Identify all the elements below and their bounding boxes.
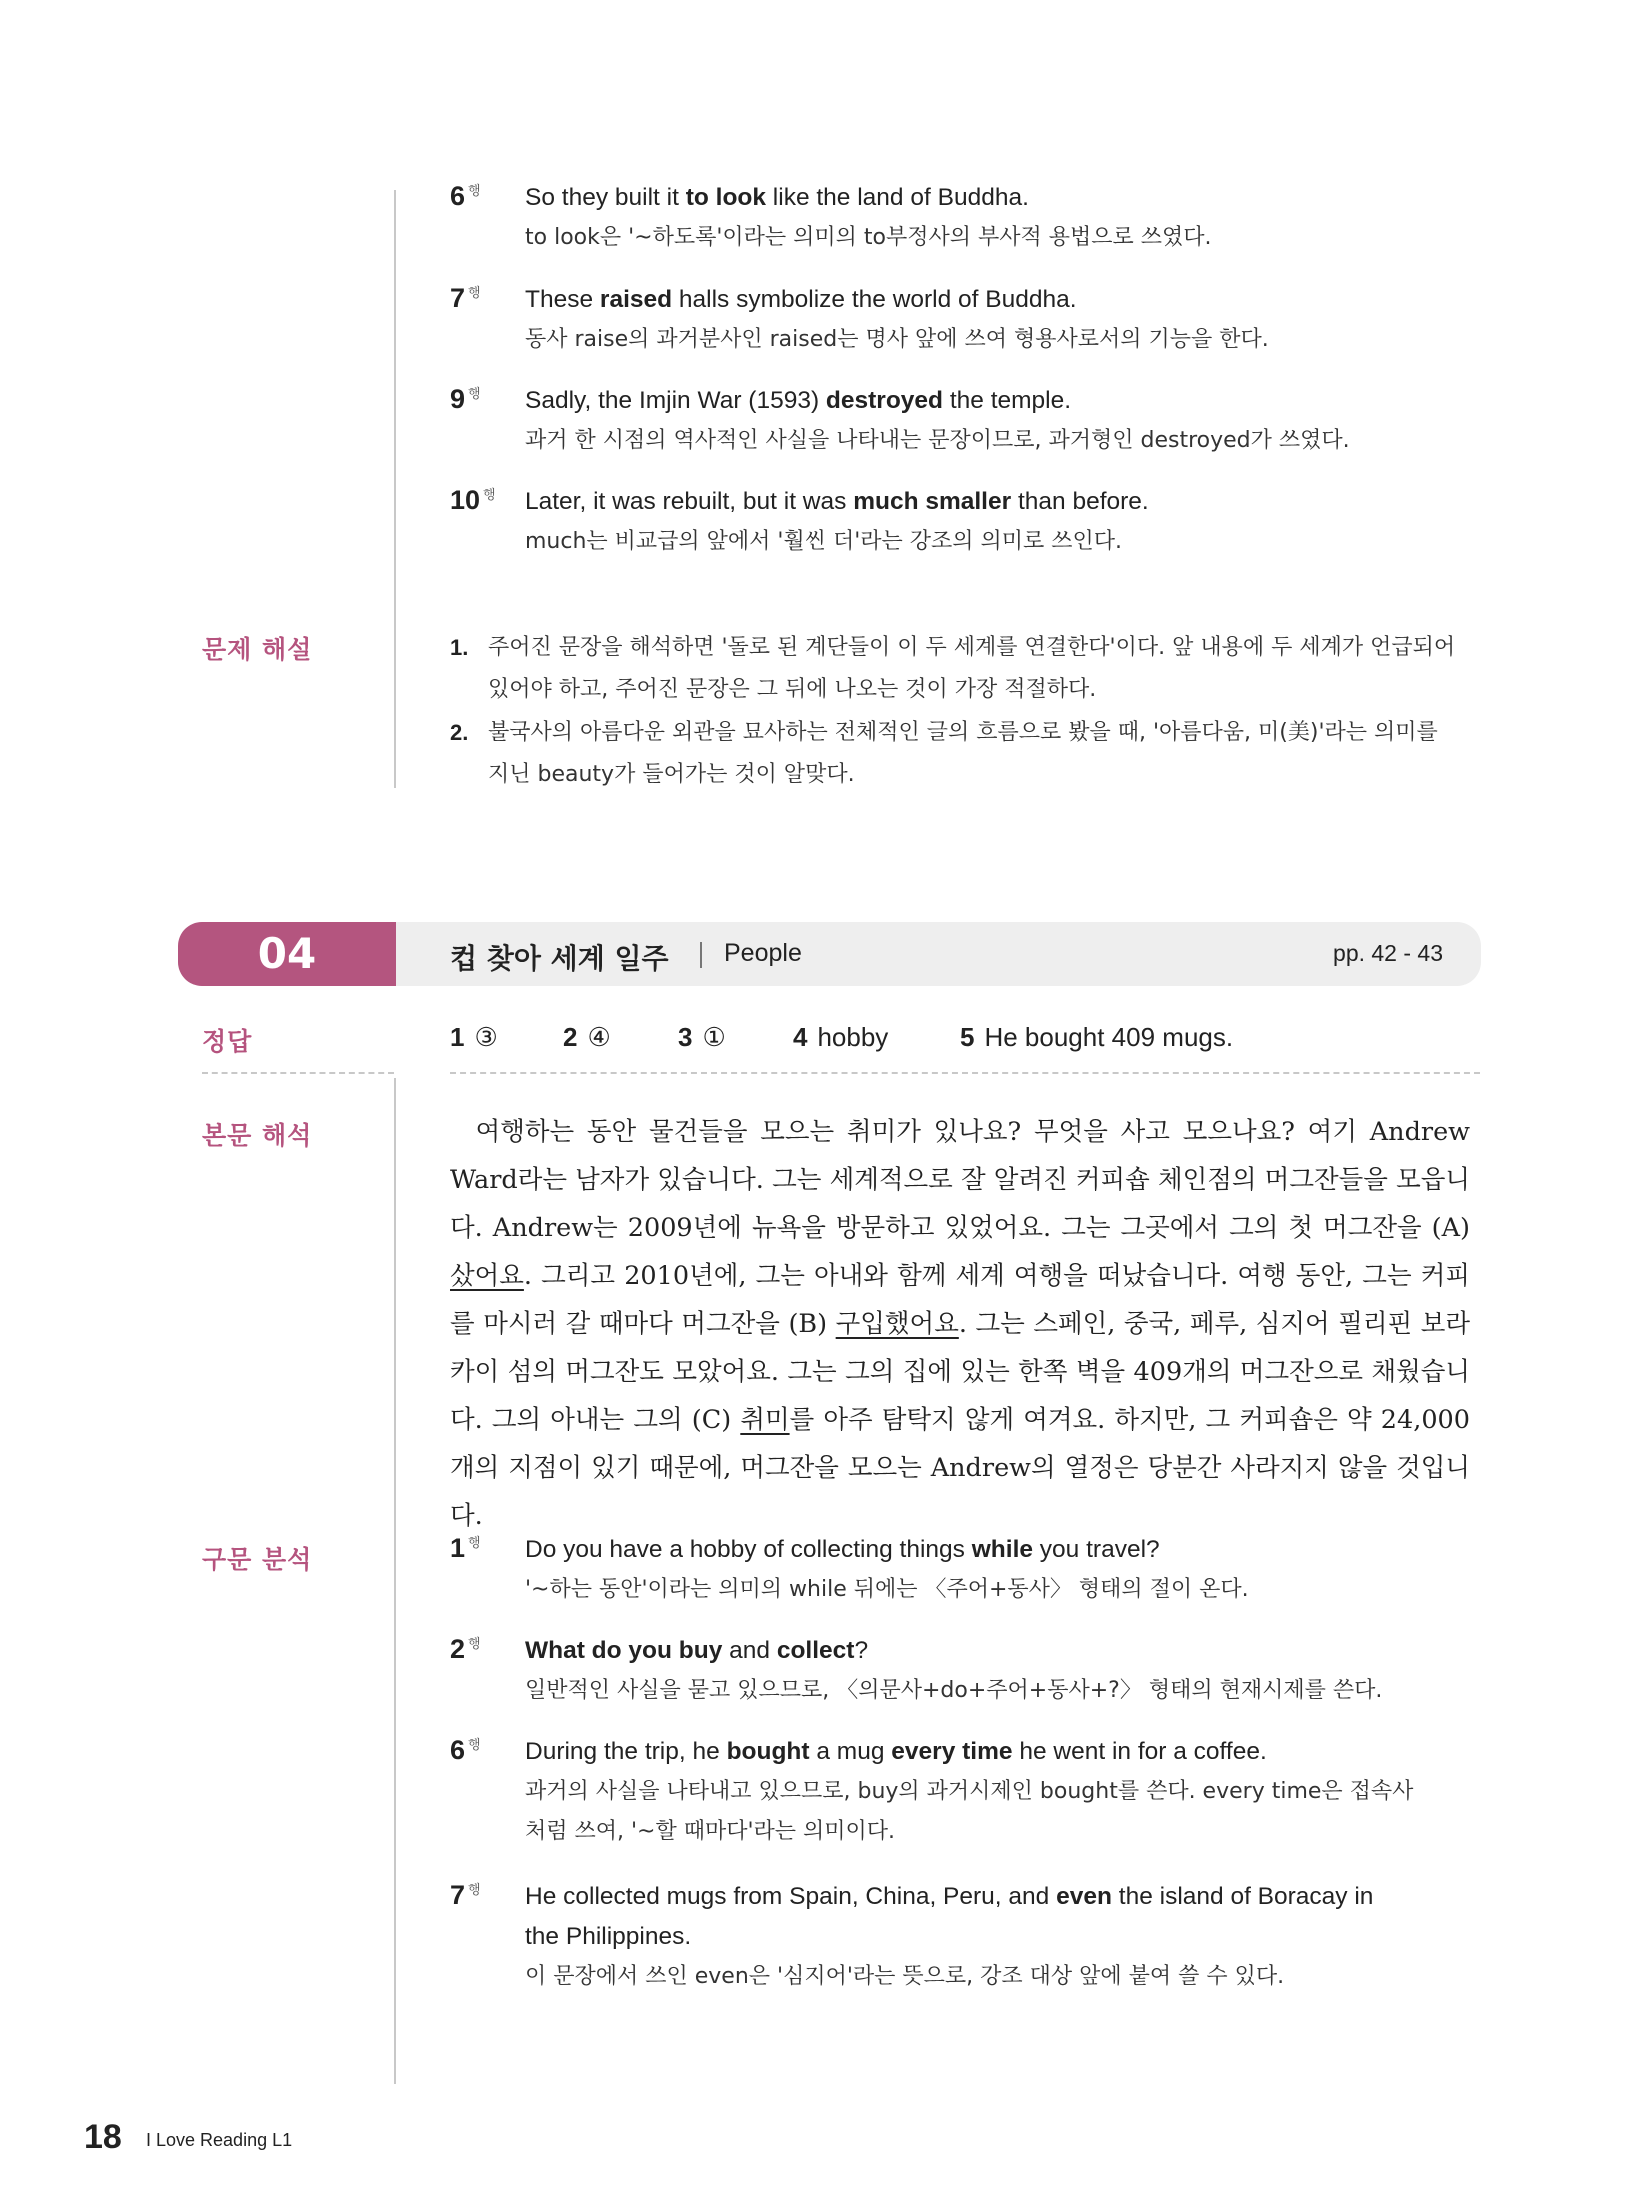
answer-number: 3 bbox=[678, 1022, 693, 1052]
answer-item bbox=[563, 1022, 611, 1053]
book-title: I Love Reading L1 bbox=[146, 2130, 293, 2150]
line-number: 1 $^행$ bbox=[450, 1533, 481, 1563]
top-section-rule bbox=[394, 190, 396, 788]
page-number: 18 bbox=[84, 2118, 122, 2156]
korean-explanation: 이 문장에서 쓰인 even은 '심지어'라는 뜻으로, 강조 대상 앞에 붙여 쓸 수 있다. bbox=[525, 1964, 1285, 1989]
line-number: 10 $^행$ bbox=[450, 485, 496, 515]
english-sentence: During the trip, he bought a mug every time he went in for a coffee. bbox=[525, 1738, 1267, 1765]
syntax-note bbox=[450, 1631, 1480, 1711]
answer-label: 정답 bbox=[202, 1027, 253, 1056]
line-number: 7 $^행$ bbox=[450, 283, 481, 313]
syntax-label: 구문 분석 bbox=[202, 1545, 313, 1574]
english-sentence: These raised halls symbolize the world of Buddha. bbox=[525, 286, 1077, 313]
answer-number: 2 bbox=[563, 1022, 578, 1052]
line-number: 7 $^행$ bbox=[450, 1880, 481, 1910]
answer-item bbox=[793, 1022, 888, 1053]
korean-explanation: 일반적인 사실을 묻고 있으므로, 〈의문사+do+주어+동사+?〉 형태의 현재시제를 쓴다. bbox=[525, 1678, 1383, 1703]
highlighted-phrase: much smaller bbox=[853, 488, 1012, 515]
answer-number: 1 bbox=[450, 1022, 465, 1052]
problem-text: 불국사의 아름다운 외관을 묘사하는 전체적인 글의 흐름으로 봤을 때, '아름다움, 미(美)'라는 의미를 bbox=[488, 720, 1438, 745]
problem-label: 문제 해설 bbox=[202, 635, 313, 664]
korean-explanation: to look은 '~하도록'이라는 의미의 to부정사의 부사적 용법으로 쓰였다. bbox=[525, 225, 1212, 250]
syntax-note bbox=[450, 1877, 1480, 1997]
english-sentence: Do you have a hobby of collecting things while you travel? bbox=[525, 1536, 1160, 1563]
lesson-pages: pp. 42 - 43 bbox=[1333, 940, 1443, 966]
lesson-title: 컵 찾아 세계 일주 bbox=[450, 942, 669, 975]
answer-value: hobby bbox=[817, 1022, 889, 1052]
translation-part-3: . 그는 스페인, 중국, 페루, 심지어 필리핀 보라카이 섬의 머그잔도 모았어요. 그는 그의 집에 있는 한쪽 벽을 409개의 머그잔으로 채웠습니다. 그의 아내는 그의 (C) bbox=[450, 1309, 1470, 1435]
answer-left-divider bbox=[202, 1072, 394, 1074]
translation-underline-b: 구입했어요 bbox=[835, 1309, 959, 1339]
highlighted-phrase: collect bbox=[776, 1637, 855, 1664]
highlighted-phrase: every time bbox=[891, 1738, 1013, 1765]
english-sentence: Later, it was rebuilt, but it was much smaller than before. bbox=[525, 488, 1149, 515]
highlighted-phrase: while bbox=[971, 1536, 1033, 1563]
problem-number: 2. bbox=[450, 720, 469, 745]
answer-right-divider bbox=[450, 1072, 1480, 1074]
problem-text: 주어진 문장을 해석하면 '돌로 된 계단들이 이 두 세계를 연결한다'이다. 앞 내용에 두 세계가 언급되어 bbox=[488, 635, 1456, 660]
syntax-note bbox=[450, 280, 1480, 360]
translation-part-4: 를 아주 탐탁지 않게 여겨요. 하지만, 그 커피숍은 약 24,000개의 지점이 있기 때문에, 머그잔을 모으는 Andrew의 열정은 당분간 사라지지 않을 것입니다. bbox=[450, 1405, 1470, 1531]
syntax-note bbox=[450, 381, 1480, 461]
english-sentence: So they built it to look like the land of Buddha. bbox=[525, 184, 1029, 211]
problem-explanation bbox=[450, 712, 1480, 796]
problem-text: 있어야 하고, 주어진 문장은 그 뒤에 나오는 것이 가장 적절하다. bbox=[488, 677, 1097, 702]
translation-label: 본문 해석 bbox=[202, 1121, 313, 1150]
lesson-category: People bbox=[724, 939, 802, 967]
highlighted-phrase: to look bbox=[685, 184, 766, 211]
korean-explanation: 과거 한 시점의 역사적인 사실을 나타내는 문장이므로, 과거형인 destroyed가 쓰였다. bbox=[525, 428, 1350, 453]
korean-explanation: '~하는 동안'이라는 의미의 while 뒤에는 〈주어+동사〉 형태의 절이 온다. bbox=[525, 1577, 1249, 1602]
bottom-section-rule bbox=[394, 1078, 396, 2084]
highlighted-phrase: raised bbox=[599, 286, 673, 313]
translation-text bbox=[450, 1108, 1470, 1540]
problem-text: 지닌 beauty가 들어가는 것이 알맞다. bbox=[488, 762, 855, 787]
lesson-number: 04 bbox=[257, 929, 317, 978]
syntax-note bbox=[450, 1732, 1480, 1852]
lesson-banner bbox=[178, 922, 1481, 986]
answer-value: ① bbox=[702, 1022, 726, 1052]
answer-value: ④ bbox=[587, 1022, 611, 1052]
answer-number: 4 bbox=[793, 1022, 808, 1052]
answer-item bbox=[678, 1022, 726, 1053]
title-separator bbox=[700, 942, 702, 968]
syntax-note bbox=[450, 1530, 1480, 1610]
english-sentence: Sadly, the Imjin War (1593) destroyed the temple. bbox=[525, 387, 1072, 414]
syntax-note bbox=[450, 178, 1480, 258]
english-sentence: He collected mugs from Spain, China, Peru, and even the island of Boracay in the Philippines. bbox=[525, 1883, 1374, 1950]
line-number: 2 $^행$ bbox=[450, 1634, 481, 1664]
english-sentence: What do you buy and collect? bbox=[525, 1637, 869, 1664]
korean-explanation: much는 비교급의 앞에서 '훨씬 더'라는 강조의 의미로 쓰인다. bbox=[525, 529, 1122, 554]
answer-value: He bought 409 mugs. bbox=[984, 1022, 1234, 1052]
answer-item bbox=[960, 1022, 1233, 1053]
highlighted-phrase: destroyed bbox=[825, 387, 944, 414]
line-number: 9 $^행$ bbox=[450, 384, 481, 414]
highlighted-phrase: bought bbox=[726, 1738, 810, 1765]
translation-underline-c: 취미 bbox=[740, 1405, 790, 1435]
translation-part-2: . 그리고 2010년에, 그는 아내와 함께 세계 여행을 떠났습니다. 여행 동안, 그는 커피를 마시러 갈 때마다 머그잔을 (B) bbox=[450, 1261, 1470, 1339]
line-number: 6 $^행$ bbox=[450, 181, 481, 211]
translation-underline-a: 샀어요 bbox=[450, 1261, 524, 1291]
highlighted-phrase: even bbox=[1056, 1883, 1112, 1910]
answer-value: ③ bbox=[474, 1022, 498, 1052]
syntax-note bbox=[450, 482, 1480, 562]
highlighted-phrase: What do you buy bbox=[525, 1637, 723, 1664]
korean-explanation: 동사 raise의 과거분사인 raised는 명사 앞에 쓰여 형용사로서의 기능을 한다. bbox=[525, 327, 1269, 352]
answer-item bbox=[450, 1022, 498, 1053]
line-number: 6 $^행$ bbox=[450, 1735, 481, 1765]
problem-explanation bbox=[450, 627, 1480, 711]
answer-number: 5 bbox=[960, 1022, 975, 1052]
korean-explanation: 과거의 사실을 나타내고 있으므로, buy의 과거시제인 bought를 쓴다. every time은 접속사 bbox=[525, 1779, 1414, 1804]
translation-part-1: 여행하는 동안 물건들을 모으는 취미가 있나요? 무엇을 사고 모으나요? 여기 Andrew Ward라는 남자가 있습니다. 그는 세계적으로 잘 알려진 커피숍 체인점의 머그잔들을 모읍니다. Andrew는 2009년에 뉴욕을 방문하고 있었어요. 그는 그곳에서 그의 첫 머그잔을 (A) bbox=[450, 1117, 1470, 1243]
korean-explanation: 처럼 쓰여, '~할 때마다'라는 의미이다. bbox=[525, 1819, 896, 1844]
problem-number: 1. bbox=[450, 635, 469, 660]
